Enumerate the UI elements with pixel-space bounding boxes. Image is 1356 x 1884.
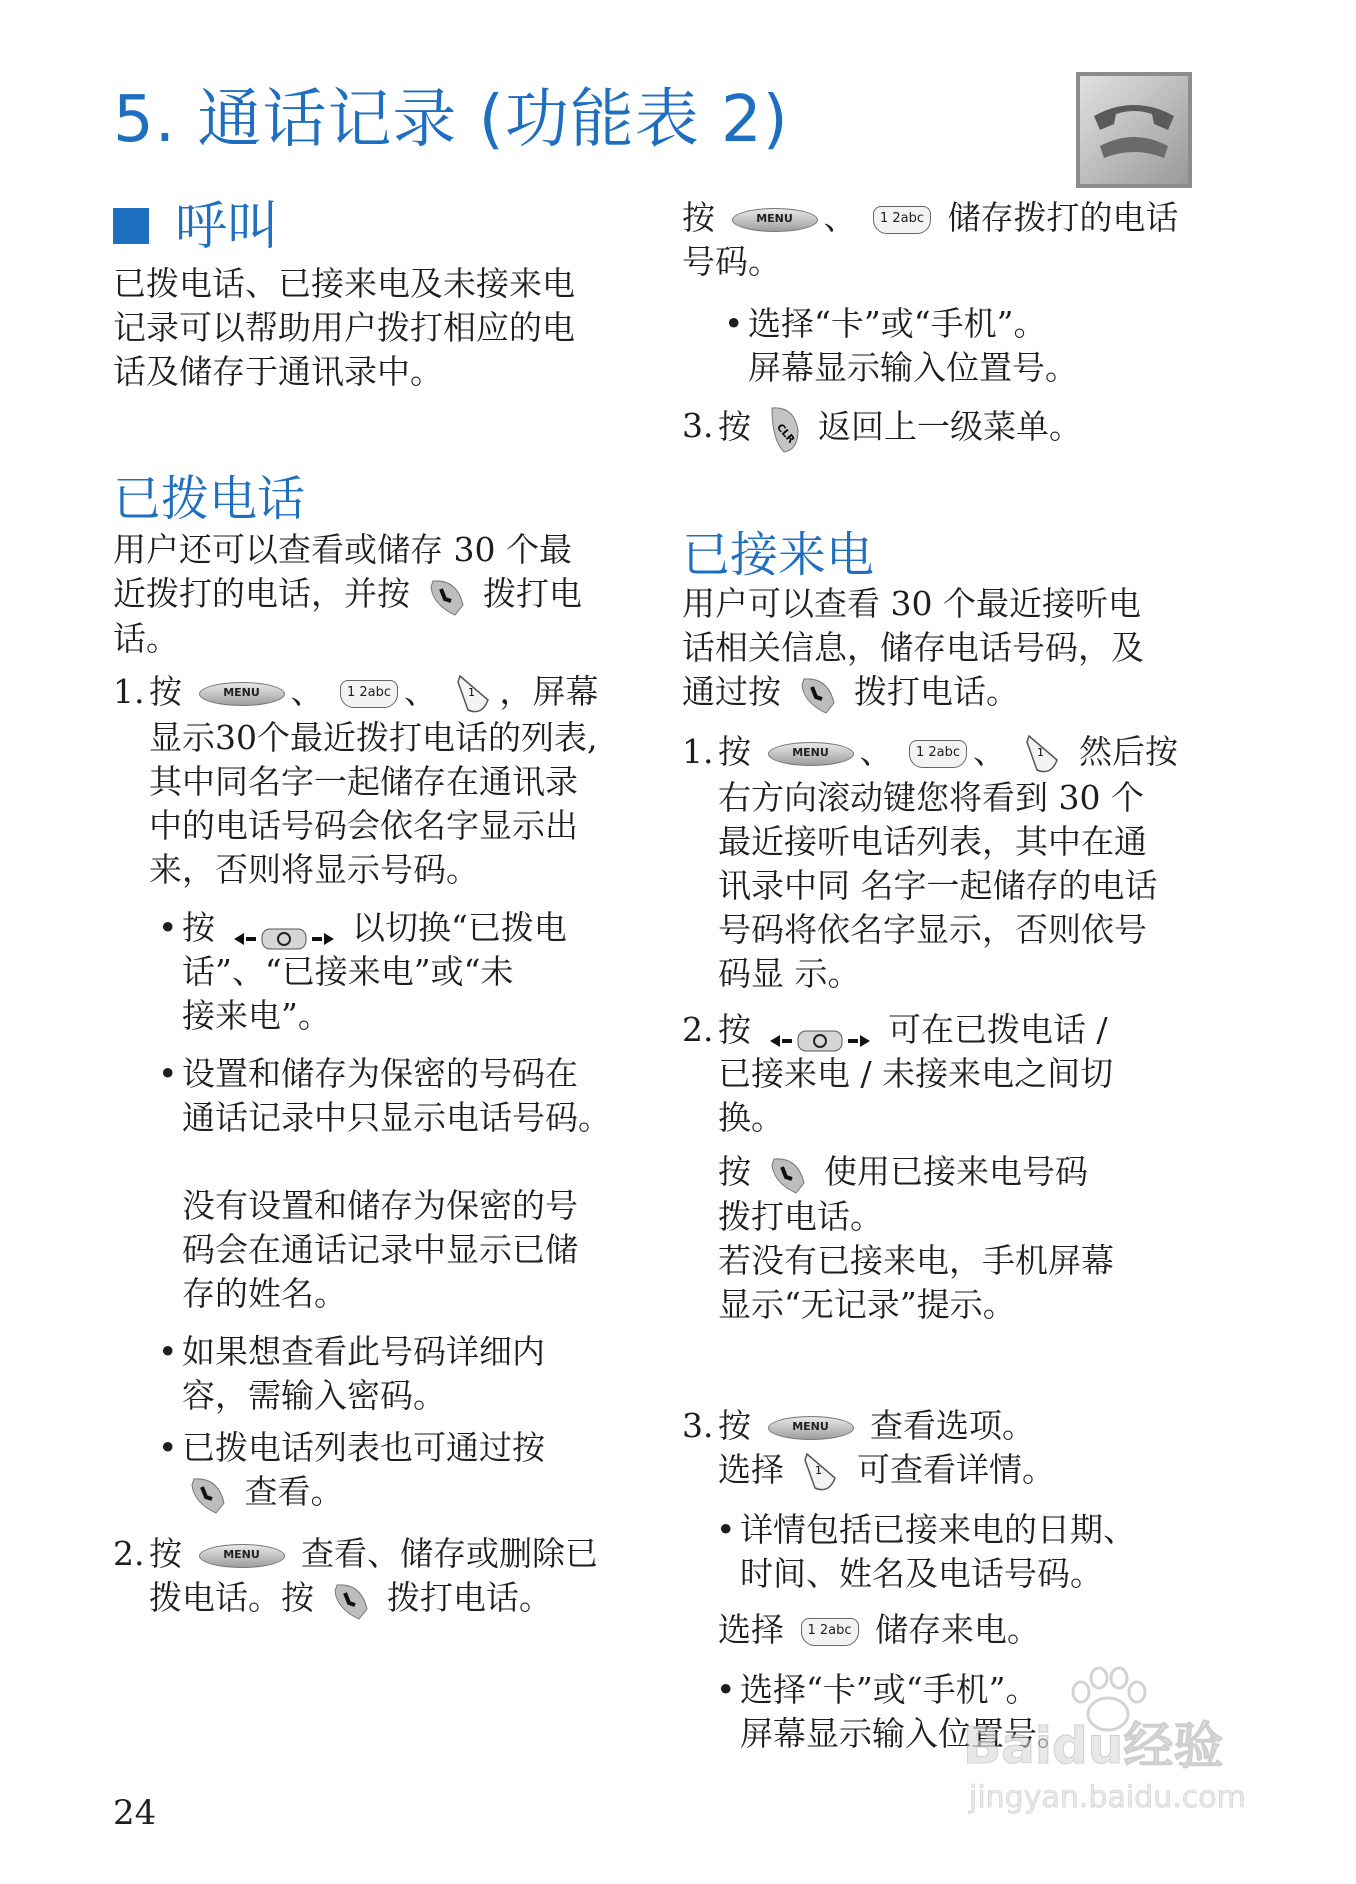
- text-line: 换。: [718, 1098, 784, 1137]
- text-line: 然后按: [1079, 732, 1178, 771]
- text-line: 屏幕显示输入位置号。: [740, 1714, 1070, 1753]
- intro-line: 记录可以帮助用户拨打相应的电: [113, 308, 575, 347]
- text-line: ，屏幕: [499, 672, 599, 711]
- dialed-bullet-password: [158, 1330, 622, 1418]
- received-step-1: [682, 730, 1202, 996]
- call-key-icon: [188, 1473, 228, 1515]
- text-line: 容，需输入密码。: [182, 1376, 446, 1415]
- step-number: 1.: [113, 672, 145, 711]
- received-step-3: [682, 1404, 1202, 1494]
- text-line: 显示30个最近拨打电话的列表,: [149, 718, 598, 757]
- text-line: 以切换“已拨电: [352, 908, 567, 947]
- text-line: 用户可以查看 30 个最近接听电: [682, 584, 1141, 623]
- text-line: 号码将依名字显示，否则依号: [718, 910, 1147, 949]
- nav-scroll-key-icon: [232, 918, 336, 942]
- text-line: 拨打电话。: [387, 1578, 552, 1617]
- text-line: 显示“无记录”提示。: [718, 1285, 1016, 1324]
- text-line: 按: [149, 1534, 182, 1573]
- separator: 、: [823, 198, 857, 237]
- key-2-label: 1 2abc: [346, 685, 392, 700]
- page-number: 24: [113, 1793, 157, 1833]
- key-2-icon: [340, 680, 398, 708]
- text-line: 没有设置和储存为保密的号: [182, 1186, 578, 1225]
- intro-line: 话及储存于通讯录中。: [113, 352, 443, 391]
- nav-scroll-key-icon: [768, 1020, 872, 1044]
- dialed-step-3: [682, 404, 1202, 454]
- key-1-icon: [1023, 732, 1063, 776]
- phone-handset-icon: [1080, 76, 1188, 184]
- intro-line: 已拨电话、已接来电及未接来电: [113, 264, 575, 303]
- call-log-chapter-icon: [1076, 72, 1192, 188]
- call-key-icon: [768, 1153, 808, 1195]
- text-line: 最近接听电话列表，其中在通: [718, 822, 1147, 861]
- text-line: 中的电话号码会依名字显示出: [149, 806, 578, 845]
- menu-key-icon: [199, 1544, 285, 1568]
- text-line: 选择: [718, 1610, 784, 1649]
- text-line: 其中同名字一起储存在通讯录: [149, 762, 578, 801]
- menu-key-label: MENU: [756, 212, 793, 225]
- text-line: 按: [682, 198, 715, 237]
- text-line: 拨电话。按: [149, 1578, 314, 1617]
- text-line: 选择“卡”或“手机”。: [740, 1670, 1039, 1709]
- menu-key-label: MENU: [223, 1548, 260, 1561]
- received-intro: [682, 582, 1144, 715]
- separator: 、: [859, 732, 893, 771]
- call-key-icon: [798, 673, 838, 715]
- text-line: 来，否则将显示号码。: [149, 850, 479, 889]
- key-2-label: 1 2abc: [879, 211, 925, 226]
- bullet-dot: •: [158, 1332, 178, 1371]
- separator: 、: [973, 732, 1006, 771]
- dialed-secret-note: [182, 1184, 622, 1316]
- heading-dialed-calls: 已拨电话: [113, 471, 306, 527]
- menu-key-icon: [199, 682, 285, 706]
- text-line: 详情包括已接来电的日期、: [740, 1510, 1136, 1549]
- menu-key-icon: [768, 742, 854, 766]
- text-line: 已拨电话列表也可通过按: [182, 1428, 545, 1467]
- bullet-dot: •: [716, 1670, 736, 1709]
- text-line: 若没有已接来电，手机屏幕: [718, 1241, 1114, 1280]
- text-line: 返回上一级菜单。: [818, 407, 1082, 446]
- text-line: 设置和储存为保密的号码在: [182, 1054, 578, 1093]
- dialed-step-1: [113, 670, 633, 892]
- clear-key-label: CLR: [773, 422, 796, 446]
- bullet-dot: •: [158, 1054, 178, 1093]
- text-line: 可查看详情。: [857, 1450, 1055, 1489]
- text-line: 选择: [718, 1450, 784, 1489]
- key-1-label: 1: [467, 686, 475, 699]
- dialed-save-bullet: [724, 302, 1188, 390]
- dialed-step-2: [113, 1532, 633, 1621]
- text-line: 号码。: [682, 242, 781, 281]
- text-line: 话相关信息，储存电话号码，及: [682, 628, 1144, 667]
- section-intro: [113, 262, 575, 394]
- text-line: 拨打电话。: [854, 672, 1019, 711]
- key-2-icon: [909, 740, 967, 768]
- page-title: 5. 通话记录 (功能表 2): [113, 83, 789, 157]
- text-line: 使用已接来电号码: [824, 1152, 1088, 1191]
- dialed-bullet-switch: [158, 906, 622, 1038]
- heading-received-calls: 已接来电: [682, 527, 875, 583]
- text-line: 码显 示。: [718, 954, 861, 993]
- bullet-dot: •: [158, 908, 178, 947]
- text-line: 查看选项。: [870, 1406, 1035, 1445]
- text-line: 话。: [113, 619, 179, 658]
- text-line: 接来电”。: [182, 996, 331, 1035]
- text-line: 储存来电。: [875, 1610, 1040, 1649]
- key-1-icon: [801, 1450, 841, 1494]
- text-line: 查看。: [244, 1472, 344, 1511]
- menu-key-icon: [768, 1416, 854, 1440]
- received-step-2-detail: [718, 1150, 1198, 1327]
- text-line: 选择“卡”或“手机”。: [748, 304, 1047, 343]
- menu-key-label: MENU: [223, 686, 260, 699]
- step-number: 2.: [113, 1534, 145, 1573]
- text-line: 按: [718, 1406, 751, 1445]
- text-line: 时间、姓名及电话号码。: [740, 1554, 1103, 1593]
- step-number: 3.: [682, 406, 714, 445]
- text-line: 话”、“已接来电”或“未: [182, 952, 514, 991]
- text-line: 储存拨打的电话: [947, 198, 1179, 237]
- received-step-2: [682, 1008, 1202, 1140]
- separator: 、: [290, 672, 324, 711]
- text-line: 通过按: [682, 672, 781, 711]
- section-square-marker: [113, 208, 149, 244]
- text-line: 按: [718, 1152, 751, 1191]
- text-line: 存的姓名。: [182, 1274, 347, 1313]
- step-number: 1.: [682, 732, 714, 771]
- bullet-dot: •: [716, 1510, 736, 1549]
- text-line: 按: [149, 672, 182, 711]
- text-line: 拨打电: [483, 574, 582, 613]
- text-line: 码会在通话记录中显示已储: [182, 1230, 578, 1269]
- text-line: 近拨打的电话，并按: [113, 574, 410, 613]
- call-key-icon: [331, 1579, 371, 1621]
- clear-key-icon: [768, 404, 802, 454]
- dialed-bullet-view: [158, 1426, 622, 1515]
- text-line: 按: [182, 908, 215, 947]
- menu-key-label: MENU: [792, 746, 829, 759]
- key-1-label: 1: [1036, 746, 1044, 759]
- dialed-bullet-secret: [158, 1052, 622, 1140]
- text-line: 如果想查看此号码详细内: [182, 1332, 545, 1371]
- call-key-icon: [427, 575, 467, 617]
- text-line: 拨打电话。: [718, 1197, 883, 1236]
- step-number: 2.: [682, 1010, 714, 1049]
- received-bullet-details: [716, 1508, 1190, 1596]
- text-line: 用户还可以查看或储存 30 个最: [113, 530, 572, 569]
- text-line: 可在已拨电话 /: [888, 1010, 1108, 1049]
- key-2-label: 1 2abc: [807, 1623, 852, 1638]
- text-line: 已接来电 / 未接来电之间切: [718, 1054, 1114, 1093]
- text-line: 查看、储存或删除已: [301, 1534, 598, 1573]
- text-line: 按: [718, 1010, 751, 1049]
- text-line: 右方向滚动键您将看到 30 个: [718, 778, 1144, 817]
- key-1-icon: [454, 672, 494, 716]
- baidu-jingyan-watermark: [963, 1676, 1263, 1826]
- section-title-text: 呼叫: [175, 197, 280, 257]
- key-2-label: 1 2abc: [915, 745, 961, 760]
- key-2-icon: [873, 206, 931, 234]
- section-title-call: [113, 184, 279, 259]
- key-2-icon: [801, 1618, 859, 1646]
- text-line: 通话记录中只显示电话号码。: [182, 1098, 611, 1137]
- text-line: 屏幕显示输入位置号。: [748, 348, 1078, 387]
- watermark-url: jingyan.baidu.com: [969, 1780, 1246, 1815]
- received-save-line: [718, 1608, 1198, 1652]
- step-number: 3.: [682, 1406, 714, 1445]
- bullet-dot: •: [724, 304, 744, 343]
- dialed-save-instruction: [682, 196, 1202, 284]
- menu-key-icon: [732, 208, 818, 232]
- watermark-brand: Baidu经验: [963, 1717, 1224, 1775]
- separator: 、: [404, 672, 437, 711]
- text-line: 讯录中同 名字一起储存的电话: [718, 866, 1158, 905]
- bullet-dot: •: [158, 1428, 178, 1467]
- dialed-intro: [113, 528, 582, 661]
- text-line: 按: [718, 407, 751, 446]
- menu-key-label: MENU: [792, 1420, 829, 1433]
- text-line: 按: [718, 732, 751, 771]
- key-1-label: 1: [814, 1464, 822, 1477]
